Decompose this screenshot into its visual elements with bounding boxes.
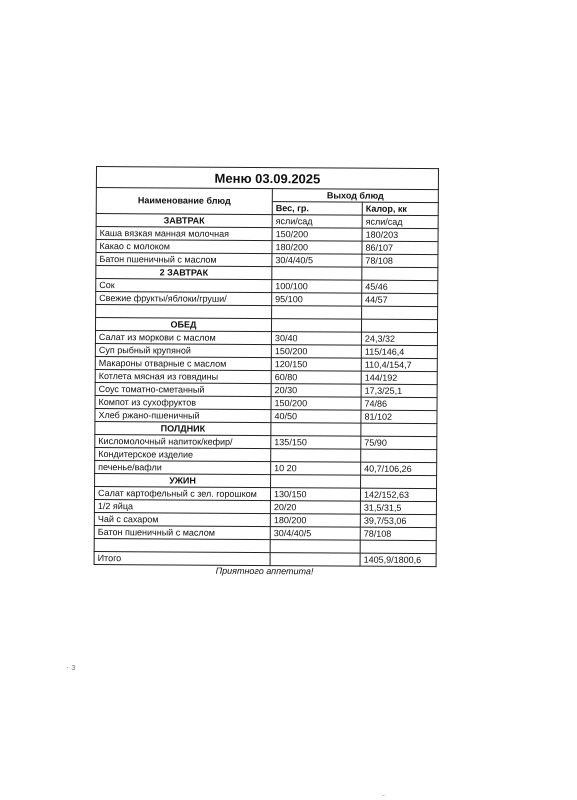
weight-cell [270, 553, 360, 567]
weight-cell: 30/4/40/5 [270, 527, 360, 541]
dish-name-cell: 1/2 яйца [94, 499, 270, 513]
dish-name-cell [96, 305, 272, 319]
calories-cell: 75/90 [361, 436, 437, 449]
weight-cell: 30/40 [271, 332, 361, 346]
header-row-1 [96, 188, 438, 203]
dish-name-cell: Салат из моркови с маслом [95, 331, 271, 345]
dish-name-cell: УЖИН [95, 473, 271, 487]
weight-cell: 130/150 [270, 488, 360, 502]
weight-cell: 120/150 [271, 358, 361, 372]
weight-cell: 150/200 [272, 228, 362, 242]
weight-cell: 150/200 [271, 397, 361, 411]
calories-cell: 142/152,63 [360, 488, 436, 501]
weight-cell: 180/200 [270, 514, 360, 528]
dish-name-cell: Кондитерское изделие [95, 447, 271, 461]
calories-cell: 1405,9/1800,6 [360, 553, 436, 566]
dish-name-cell: Каша вязкая манная молочная [96, 227, 272, 241]
dish-name-cell: Кисломолочный напиток/кефир/ [95, 434, 271, 448]
calories-cell [361, 319, 437, 332]
dish-name-cell: Салат картофельный с зел. горошком [94, 486, 270, 500]
title-row [96, 167, 438, 190]
calories-cell: 81/102 [361, 410, 437, 423]
calories-cell: 40,7/106,26 [361, 462, 437, 475]
weight-cell [270, 540, 360, 554]
dish-name-cell: Батон пшеничный с маслом [94, 525, 270, 539]
output-header: Выход блюд [272, 189, 438, 203]
dish-name-cell: ЗАВТРАК [96, 214, 272, 228]
calories-cell: 44/57 [362, 293, 438, 306]
calories-cell: 31,5/31,5 [360, 501, 436, 514]
calories-cell: 110,4/154,7 [361, 358, 437, 371]
calories-cell: 39,7/53,06 [360, 514, 436, 527]
weight-cell [271, 449, 361, 463]
weight-cell: ясли/сад [272, 215, 362, 229]
dish-name-cell [94, 538, 270, 552]
calories-cell: 86/107 [362, 241, 438, 254]
dish-name-cell: Соус томатно-сметанный [95, 382, 271, 396]
menu-table [94, 166, 439, 567]
calories-cell: 45/46 [362, 280, 438, 293]
calories-cell: 24,3/32 [361, 332, 437, 345]
weight-cell: 20/30 [271, 384, 361, 398]
weight-cell: 95/100 [272, 293, 362, 307]
calories-cell: 78/108 [362, 254, 438, 267]
weight-cell [272, 267, 362, 281]
calories-cell [361, 423, 437, 436]
weight-cell: 100/100 [272, 280, 362, 294]
calories-cell [362, 267, 438, 280]
menu-sheet [93, 166, 438, 581]
calories-cell: 180/203 [362, 228, 438, 241]
weight-cell [271, 475, 361, 489]
dish-name-cell: Хлеб ржано-пшеничный [95, 408, 271, 422]
calories-header: Калор, кк [362, 202, 438, 215]
weight-cell [272, 306, 362, 320]
dish-name-cell: печенье/вафли [95, 460, 271, 474]
calories-cell [362, 306, 438, 319]
weight-cell: 150/200 [271, 345, 361, 359]
dish-name-cell: Итого [94, 551, 270, 565]
weight-cell: 180/200 [272, 241, 362, 255]
dish-name-cell: Какао с молоком [96, 240, 272, 254]
scan-speck: - [382, 790, 385, 800]
dish-name-cell: Макароны отварные с маслом [95, 356, 271, 370]
weight-cell: 10 20 [271, 462, 361, 476]
footer-text: Приятного аппетита! [215, 565, 314, 577]
dish-name-cell: ПОЛДНИК [95, 421, 271, 435]
calories-cell: 17,3/25,1 [361, 384, 437, 397]
dish-name-cell: ОБЕД [95, 318, 271, 332]
dish-name-cell: Свежие фрукты/яблоки/груши/ [96, 292, 272, 306]
weight-cell: 20/20 [270, 501, 360, 515]
calories-cell: 78/108 [360, 527, 436, 540]
calories-cell: ясли/сад [362, 215, 438, 228]
dish-name-cell: Суп рыбный крупяной [95, 343, 271, 357]
calories-cell [361, 475, 437, 488]
dish-name-cell: Чай с сахаром [94, 512, 270, 526]
dish-name-cell: Компот из сухофруктов [95, 395, 271, 409]
dish-name-cell: Батон пшеничный с маслом [96, 253, 272, 267]
calories-cell: 115/146,4 [361, 345, 437, 358]
calories-cell [360, 540, 436, 553]
weight-cell: 40/50 [271, 410, 361, 424]
dish-name-cell: 2 ЗАВТРАК [96, 266, 272, 280]
menu-title: Меню 03.09.2025 [96, 167, 438, 190]
weight-cell [271, 423, 361, 437]
weight-header: Вес, гр. [272, 202, 362, 216]
calories-cell: 144/192 [361, 371, 437, 384]
weight-cell: 30/4/40/5 [272, 254, 362, 268]
weight-cell [271, 319, 361, 333]
calories-cell: 74/86 [361, 397, 437, 410]
weight-cell: 60/80 [271, 371, 361, 385]
dish-name-cell: Сок [96, 279, 272, 293]
weight-cell: 135/150 [271, 436, 361, 450]
dish-name-header: Наименование блюд [96, 188, 272, 215]
dish-name-cell: Котлета мясная из говядины [95, 369, 271, 383]
scan-specks: · ɜ [66, 662, 76, 672]
calories-cell [361, 449, 437, 462]
